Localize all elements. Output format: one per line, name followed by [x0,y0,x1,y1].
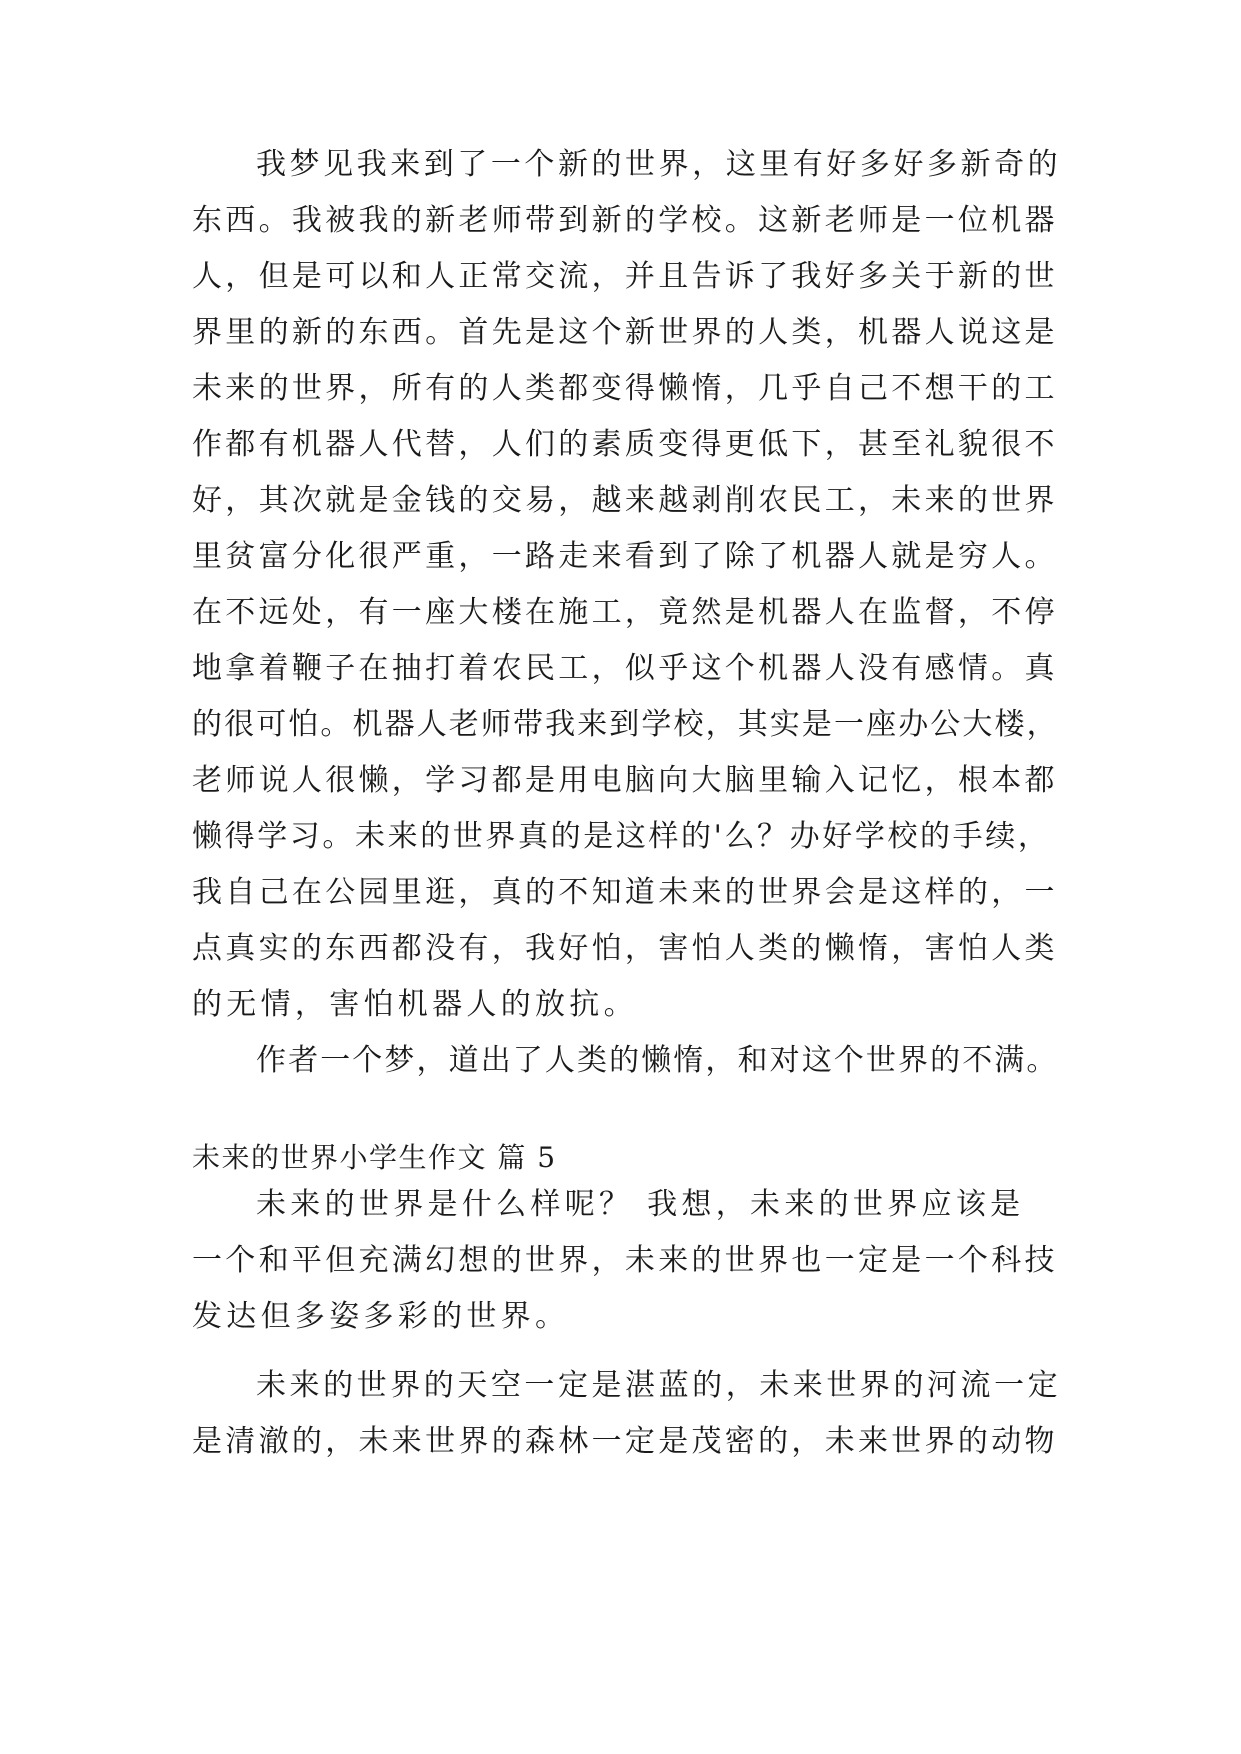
paragraph-1-line-5: 未来的世界，所有的人类都变得懒惰，几乎自己不想干的工 [192,371,1058,406]
paragraph-1-line-16: 的无情，害怕机器人的放抗。 [192,987,638,1022]
paragraph-1-line-11: 的很可怕。机器人老师带我来到学校，其实是一座办公大楼， [192,707,1059,742]
paragraph-1-line-9: 在不远处，有一座大楼在施工，竟然是机器人在监督，不停 [192,595,1058,630]
paragraph-1-line-15: 点真实的东西都没有，我好怕，害怕人类的懒惰，害怕人类 [192,931,1058,966]
paragraph-3-line-2: 一个和平但充满幻想的世界，未来的世界也一定是一个科技 [192,1243,1058,1278]
paragraph-1-line-4: 界里的新的东西。首先是这个新世界的人类，机器人说这是 [192,315,1058,350]
paragraph-1-line-13: 懒得学习。未来的世界真的是这样的'么？办好学校的手续， [192,819,1051,854]
paragraph-1-line-3: 人，但是可以和人正常交流，并且告诉了我好多关于新的世 [192,259,1058,294]
paragraph-4-line-1: 未来的世界的天空一定是湛蓝的，未来世界的河流一定 [256,1368,1062,1403]
paragraph-4-line-2: 是清澈的，未来世界的森林一定是茂密的，未来世界的动物 [192,1424,1058,1459]
paragraph-1-line-2: 东西。我被我的新老师带到新的学校。这新老师是一位机器 [192,203,1058,238]
paragraph-1-line-12: 老师说人很懒，学习都是用电脑向大脑里输入记忆，根本都 [192,763,1058,798]
paragraph-1-line-8: 里贫富分化很严重，一路走来看到了除了机器人就是穷人。 [192,539,1058,574]
paragraph-3-line-3: 发达但多姿多彩的世界。 [192,1299,570,1334]
paragraph-1-line-7: 好，其次就是金钱的交易，越来越剥削农民工，未来的世界 [192,483,1058,518]
paragraph-1-line-10: 地拿着鞭子在抽打着农民工，似乎这个机器人没有感情。真 [192,651,1058,686]
paragraph-3-line-1: 未来的世界是什么样呢？ 我想，未来的世界应该是 [256,1187,1025,1222]
paragraph-2: 作者一个梦，道出了人类的懒惰，和对这个世界的不满。 [256,1043,1059,1078]
paragraph-1-line-1: 我梦见我来到了一个新的世界，这里有好多好多新奇的 [256,147,1062,182]
paragraph-1-line-6: 作都有机器人代替，人们的素质变得更低下，甚至礼貌很不 [192,427,1058,462]
paragraph-1-line-14: 我自己在公园里逛，真的不知道未来的世界会是这样的，一 [192,875,1058,910]
section-heading: 未来的世界小学生作文 篇 5 [192,1141,557,1174]
